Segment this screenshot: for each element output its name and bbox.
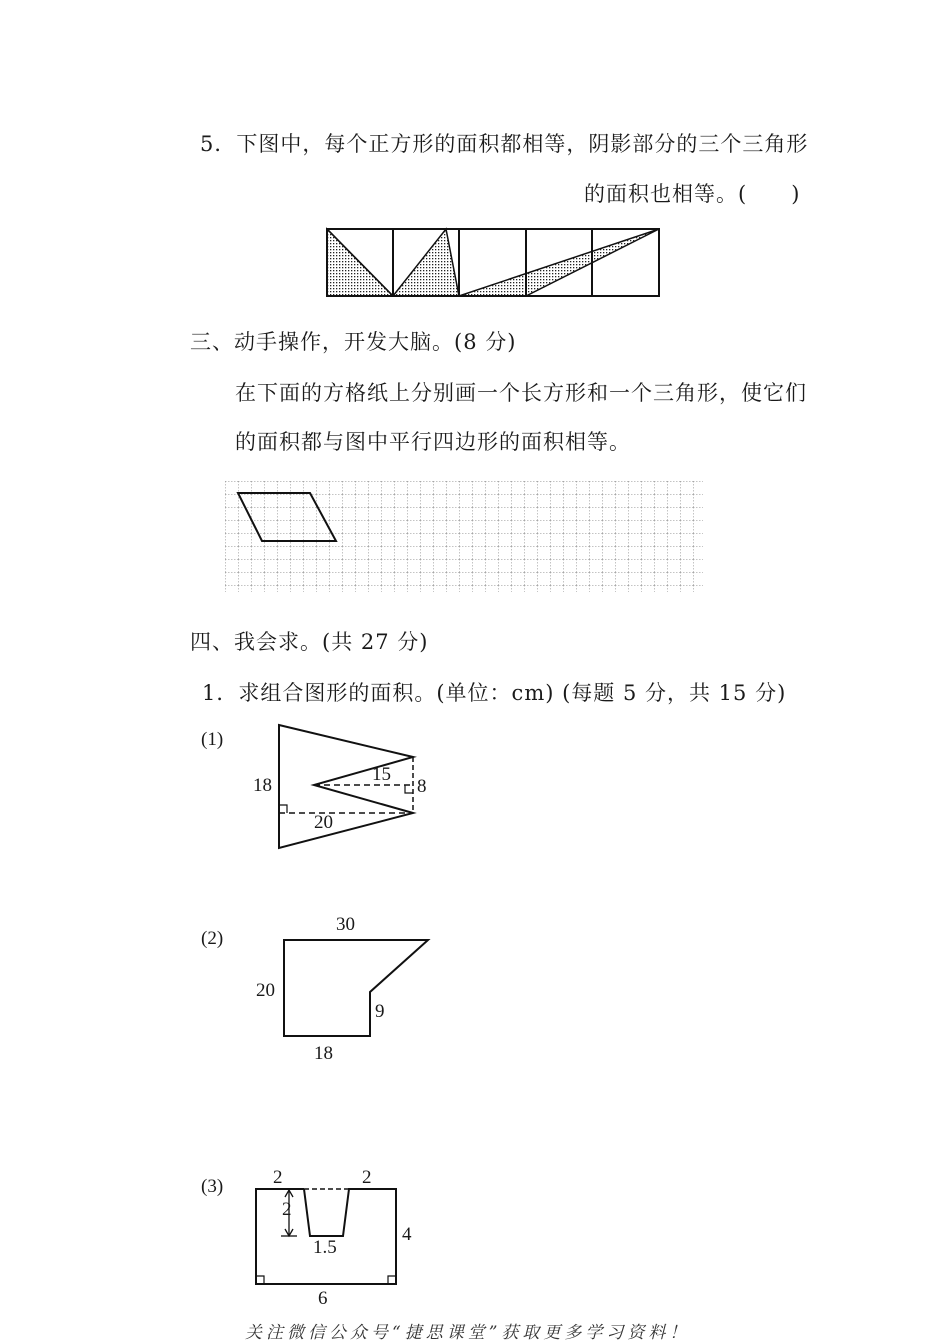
fig3-dim-right: 4: [402, 1224, 412, 1245]
fig3-dim-top-right: 2: [362, 1167, 372, 1188]
fig3-label: (3): [201, 1176, 224, 1197]
fig2-dim-top: 30: [336, 914, 355, 935]
footer-promo-text: 关注微信公众号“捷思课堂”获取更多学习资料！: [245, 1323, 691, 1343]
fig3-dim-notch: 1.5: [313, 1237, 337, 1258]
section3-line1: 在下面的方格纸上分别画一个长方形和一个三角形，使它们: [235, 381, 807, 405]
fig1-label: (1): [201, 729, 224, 750]
fig3-dim-top-left: 2: [273, 1167, 283, 1188]
fig2-dim-bottom: 18: [314, 1043, 333, 1064]
fig2-dim-step: 9: [375, 1001, 385, 1022]
q5-text-line1: 5．下图中，每个正方形的面积都相等，阴影部分的三个三角形: [200, 132, 809, 156]
section4-q1: 1．求组合图形的面积。(单位：cm) (每题 5 分，共 15 分): [202, 681, 787, 705]
q5-text-line2: 的面积也相等。( ): [584, 182, 801, 206]
fig2-label: (2): [201, 928, 224, 949]
fig3-dim-bottom: 6: [318, 1288, 328, 1309]
fig1-dim-gap: 8: [417, 776, 427, 797]
section3-line2: 的面积都与图中平行四边形的面积相等。: [235, 430, 631, 454]
fig1-dim-base: 20: [314, 812, 333, 833]
fig1-dim-inner: 15: [372, 764, 391, 785]
section4-heading: 四、我会求。(共 27 分): [190, 630, 429, 654]
fig2-dim-left: 20: [256, 980, 275, 1001]
section3-heading: 三、动手操作，开发大脑。(8 分): [190, 330, 517, 354]
fig3-dim-depth: 2: [282, 1199, 292, 1220]
fig1-dim-height: 18: [253, 775, 272, 796]
